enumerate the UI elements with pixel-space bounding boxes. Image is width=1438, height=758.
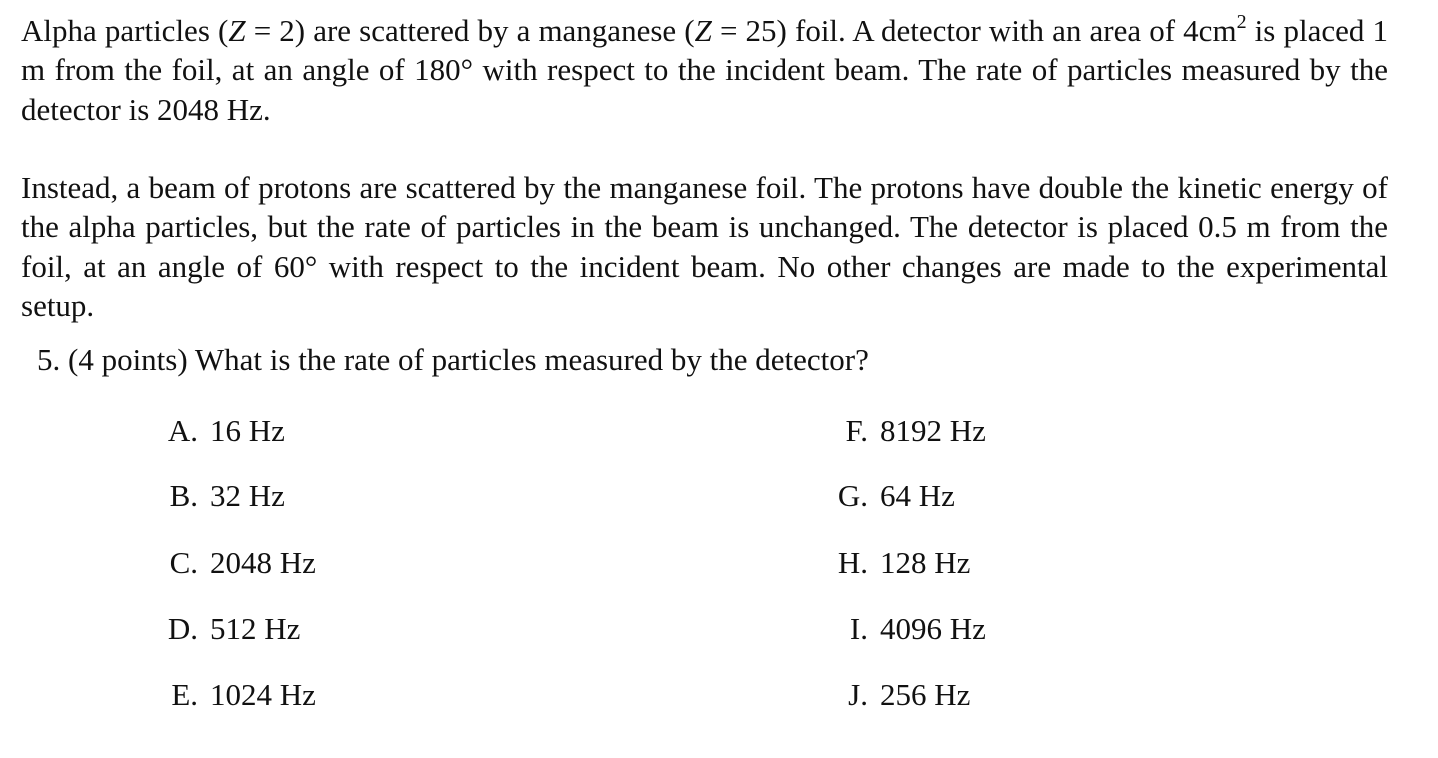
option-text: 32 Hz [210,478,285,513]
proton-scenario-paragraph: Instead, a beam of protons are scattered by the manganese foil. The protons have double the kinetic energy of the alpha particles, but the rate of particles in the beam is unchanged. The detector is placed 0.5 m from the foil, at an angle of 60° with respect to the incident beam. No other changes are made to the experimental setup. [21,170,1388,323]
option-letter: F. [845,413,868,448]
option-text: 2048 Hz [210,545,316,580]
option-letter: I. [849,611,868,646]
text-span: = 2) are scattered by a manganese ( [245,13,695,48]
question-text: What is the rate of particles measured by the detector? [194,342,869,377]
text-span: = 25) foil. A detector with an area of 4cm [711,13,1237,48]
question-points: (4 points) [68,342,188,377]
option-letter: A. [167,413,198,448]
option-letter: C. [169,545,198,580]
option-letter: G. [837,478,868,513]
option-text: 8192 Hz [880,413,986,448]
option-text: 512 Hz [210,611,301,646]
text-span: Alpha particles ( [21,13,229,48]
option-text: 16 Hz [210,413,285,448]
option-e[interactable] [160,675,316,714]
option-letter: J. [848,677,868,712]
text-span: is placed 1 m from the foil, at an angle of 180° with respect to the incident beam. The rate of particles measured by the detector is 2048 Hz. [21,13,1388,127]
z-variable: Z [694,13,712,48]
question-number: 5. [37,342,61,377]
option-letter: E. [171,677,198,712]
superscript: 2 [1236,10,1247,33]
option-letter: H. [837,545,868,580]
option-letter: B. [169,478,198,513]
option-j[interactable] [826,675,970,714]
option-text: 64 Hz [880,478,955,513]
option-c[interactable] [160,543,316,582]
question-line [37,340,869,379]
option-i[interactable] [826,609,986,648]
option-g[interactable] [826,476,955,515]
option-b[interactable] [160,476,285,515]
option-h[interactable] [826,543,970,582]
option-f[interactable] [826,411,986,450]
option-text: 256 Hz [880,677,971,712]
option-a[interactable] [160,411,285,450]
option-text: 128 Hz [880,545,971,580]
z-variable: Z [228,13,246,48]
problem-setup-paragraph [21,11,1388,129]
option-text: 1024 Hz [210,677,316,712]
option-letter: D. [167,611,198,646]
option-text: 4096 Hz [880,611,986,646]
option-d[interactable] [160,609,300,648]
